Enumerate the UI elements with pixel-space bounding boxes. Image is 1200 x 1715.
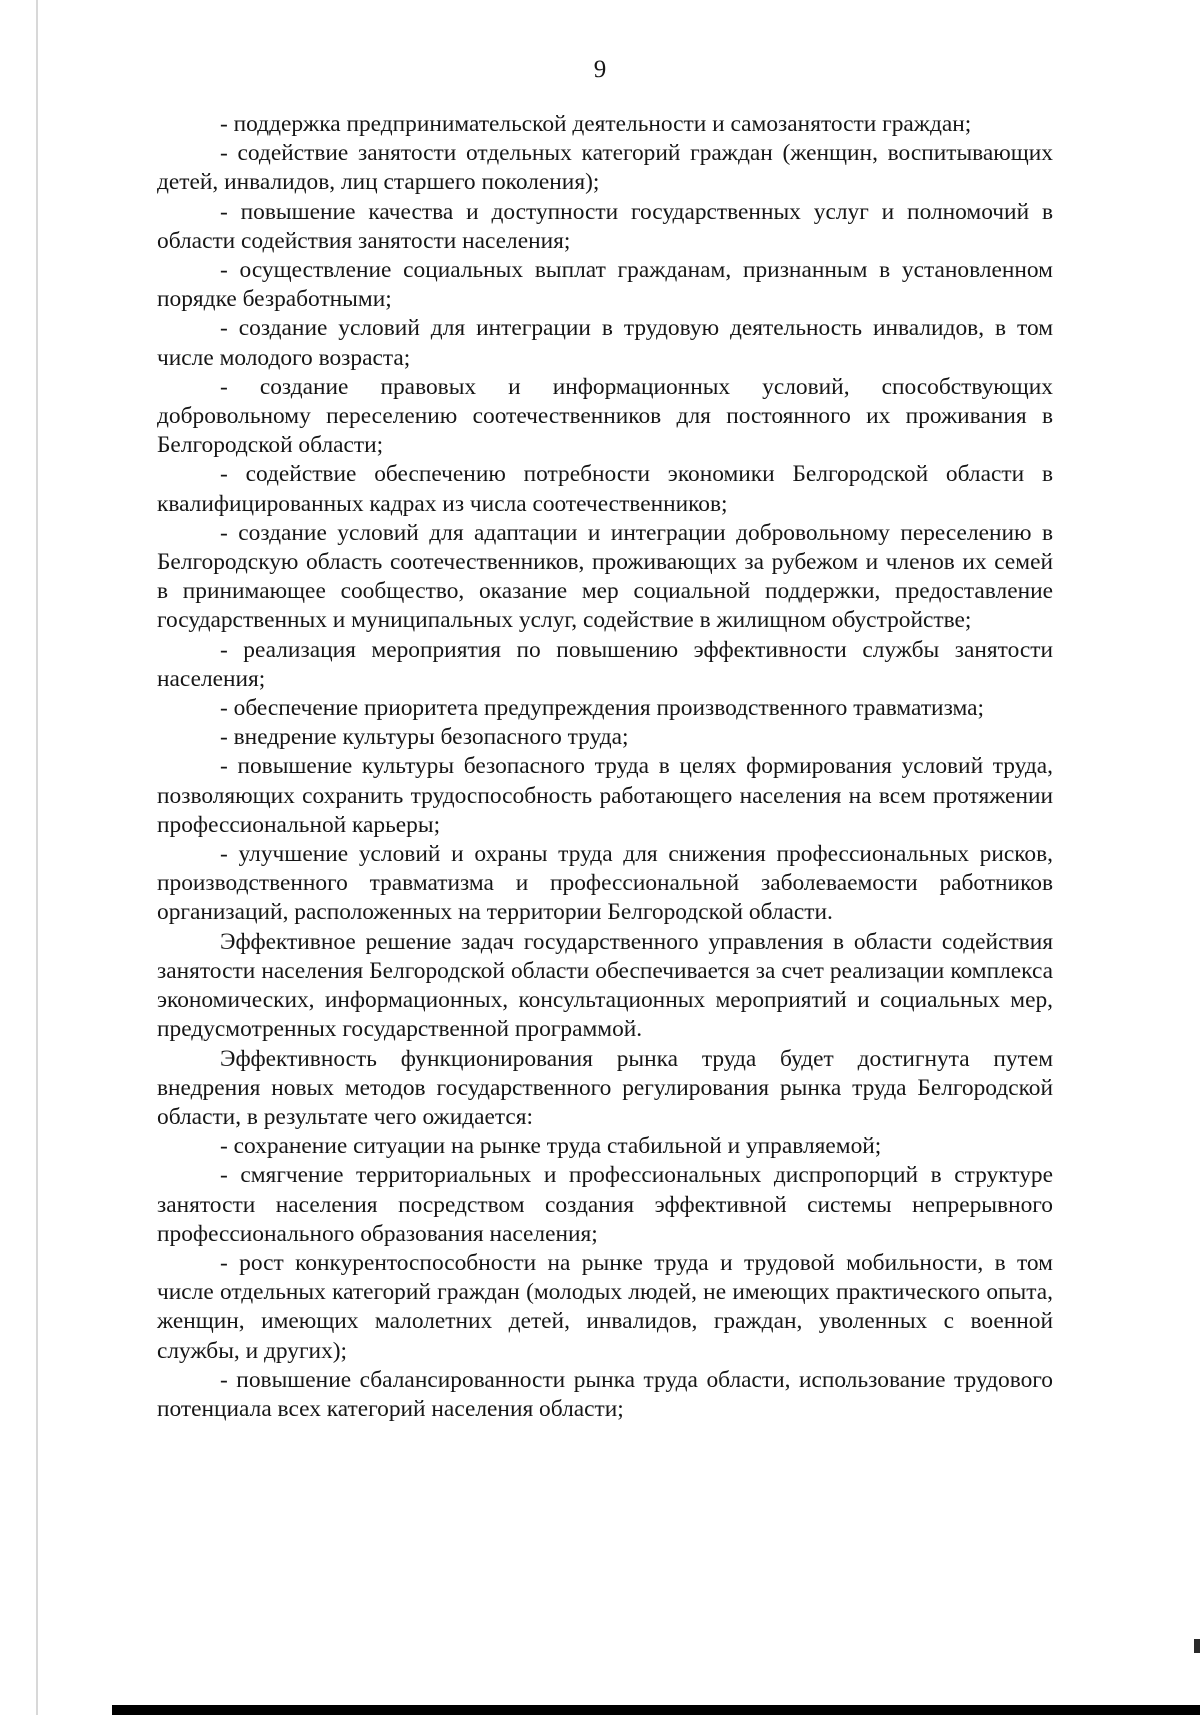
paragraph: - содействие занятости отдельных категорий граждан (женщин, воспитывающих детей, инвалидов, лиц старшего поколения); bbox=[157, 140, 1053, 196]
paragraph: - сохранение ситуации на рынке труда стабильной и управляемой; bbox=[220, 1133, 882, 1160]
paragraph: - поддержка предпринимательской деятельности и самозанятости граждан; bbox=[220, 111, 972, 137]
paragraph: - создание условий для адаптации и интеграции добровольному переселению в Белгородскую область соотечественников, проживающих за рубежом и членов их семей в принимающее сообщество, оказание мер социальной поддержки, предоставление государственных и муниципальных услуг, содействие в жилищном обустройстве; bbox=[157, 519, 1053, 634]
paragraph: - содействие обеспечению потребности экономики Белгородской области в квалифицированных кадрах из числа соотечественников; bbox=[157, 461, 1053, 517]
paragraph: - создание условий для интеграции в трудовую деятельность инвалидов, в том числе молодого возраста; bbox=[157, 315, 1053, 371]
scan-artifact-left-line bbox=[36, 0, 38, 1715]
paragraph: - смягчение территориальных и профессиональных диспропорций в структуре занятости населения посредством создания эффективной системы непрерывного профессионального образования населения; bbox=[157, 1162, 1053, 1247]
paragraph: - повышение качества и доступности государственных услуг и полномочий в области содействия занятости населения; bbox=[157, 198, 1053, 254]
paragraph: - повышение культуры безопасного труда в целях формирования условий труда, позволяющих сохранить трудоспособность работающего населения на всем протяжении профессиональной карьеры; bbox=[157, 753, 1053, 838]
paragraph: - обеспечение приоритета предупреждения производственного травматизма; bbox=[220, 695, 985, 722]
scan-artifact-bottom-bar bbox=[112, 1705, 1200, 1715]
paragraph: - реализация мероприятия по повышению эффективности службы занятости населения; bbox=[157, 636, 1053, 692]
scan-artifact-right-mark bbox=[1194, 1639, 1200, 1653]
paragraph: - осуществление социальных выплат гражданам, признанным в установленном порядке безработными; bbox=[157, 257, 1053, 313]
page-number: 9 bbox=[593, 56, 607, 83]
document-body-text bbox=[157, 110, 1053, 1424]
paragraph: - повышение сбалансированности рынка труда области, использование трудового потенциала всех категорий населения области; bbox=[157, 1366, 1053, 1422]
paragraph: - создание правовых и информационных условий, способствующих добровольному переселению соотечественников для постоянного их проживания в Белгородской области; bbox=[157, 373, 1053, 459]
paragraph: - рост конкурентоспособности на рынке труда и трудовой мобильности, в том числе отдельных категорий граждан (молодых людей, не имеющих практического опыта, женщин, имеющих малолетних детей, инвалидов, граждан, уволенных с военной службы, и других); bbox=[157, 1249, 1053, 1364]
paragraph: - улучшение условий и охраны труда для снижения профессиональных рисков, производственного травматизма и профессиональной заболеваемости работников организаций, расположенных на территории Белгородской области. bbox=[157, 841, 1053, 926]
paragraph: - внедрение культуры безопасного труда; bbox=[220, 724, 629, 751]
paragraph: Эффективность функционирования рынка труда будет достигнута путем внедрения новых методов государственного регулирования рынка труда Белгородской области, в результате чего ожидается: bbox=[157, 1045, 1053, 1130]
paragraph: Эффективное решение задач государственного управления в области содействия занятости населения Белгородской области обеспечивается за счет реализации комплекса экономических, информационных, консультационных мероприятий и социальных мер, предусмотренных государственной программой. bbox=[157, 928, 1053, 1043]
